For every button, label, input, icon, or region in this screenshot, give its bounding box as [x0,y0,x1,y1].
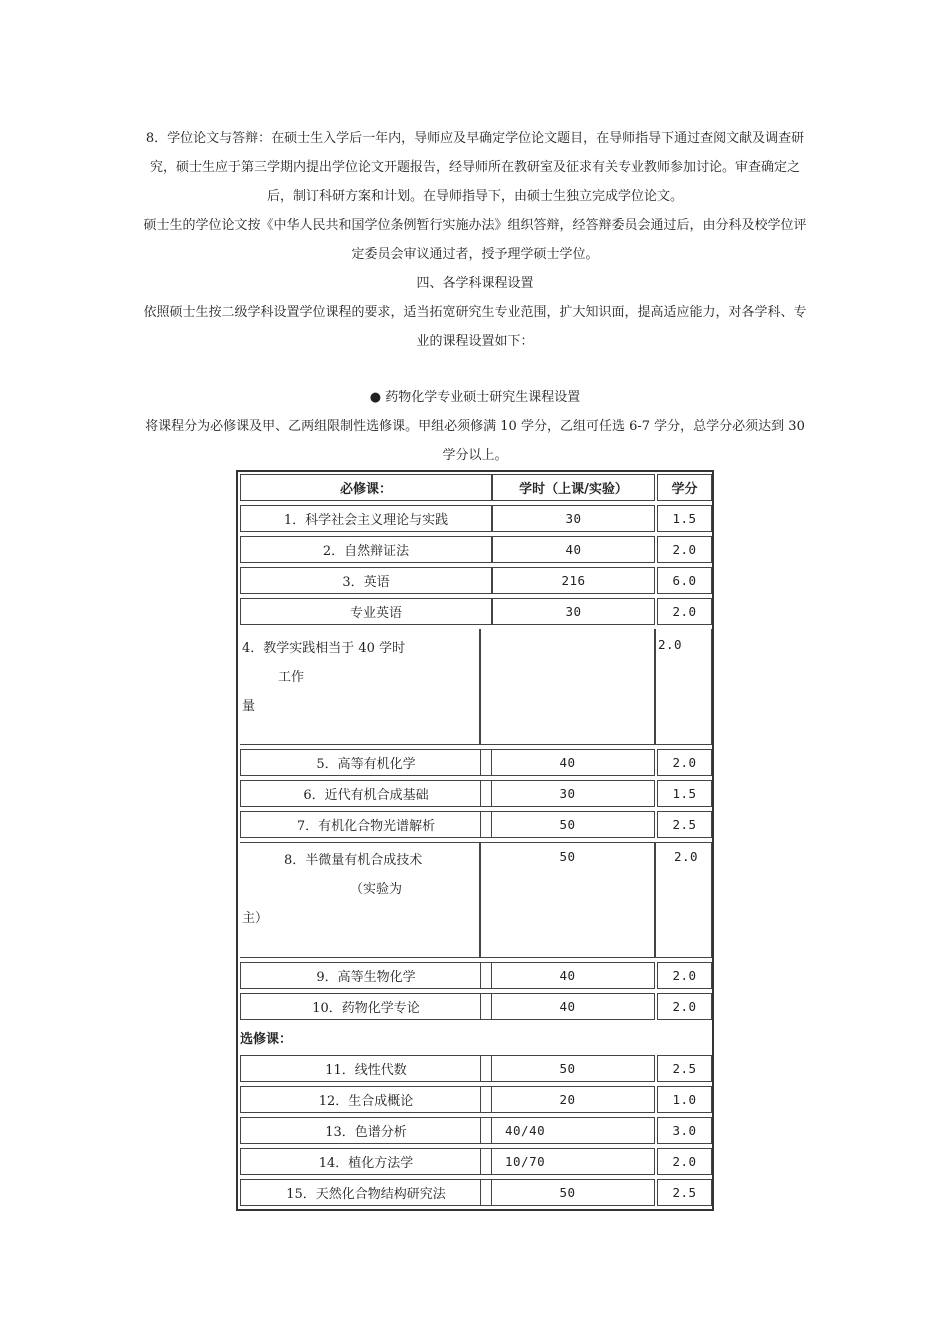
hours-cell: 30 [492,505,655,532]
course-line: （实验为 [350,882,403,897]
table-row [238,960,712,991]
table-row [238,747,712,778]
header-hours: 学时（上课/实验） [492,474,655,501]
credit-cell: 3.0 [657,1117,712,1144]
credit-cell: 2.5 [657,811,712,838]
table-row [238,840,712,960]
course-cell: 15．天然化合物结构研究法 [240,1179,492,1206]
course-cell [240,842,480,958]
table-header-row [238,472,712,503]
course-cell: 13．色谱分析 [240,1117,492,1144]
course-cell: 6．近代有机合成基础 [240,780,492,807]
paragraph-credit-rules: 将课程分为必修课及甲、乙两组限制性选修课。甲组必须修满 10 学分，乙组可任选 6-7 学分，总学分必须达到 30 学分以上。 [145,419,805,463]
header-credit: 学分 [657,474,712,501]
credit-cell: 2.0 [657,749,712,776]
table-row [238,565,712,596]
credit-cell: 2.0 [657,536,712,563]
course-cell: 1．科学社会主义理论与实践 [240,505,492,532]
credit-cell: 1.5 [657,780,712,807]
table-row [238,991,712,1022]
table-row [238,627,712,747]
table-row [238,1146,712,1177]
course-cell: 9．高等生物化学 [240,962,492,989]
hours-cell: 40/40 [480,1117,655,1144]
elective-label: 选修课： [240,1032,293,1047]
course-cell: 2．自然辩证法 [240,536,492,563]
hours-cell: 50 [480,1179,655,1206]
hours-cell: 216 [492,567,655,594]
credit-cell: 2.0 [657,962,712,989]
paragraph-defense: 硕士生的学位论文按《中华人民共和国学位条例暂行实施办法》组织答辩，经答辩委员会通过后，由分科及校学位评定委员会审议通过者，授予理学硕士学位。 [143,218,807,262]
credit-cell: 2.5 [657,1055,712,1082]
table-row [238,1115,712,1146]
credit-cell: 2.0 [657,1148,712,1175]
course-cell: 专业英语 [240,598,492,625]
credit-cell: 2.0 [655,629,712,745]
hours-cell: 20 [480,1086,655,1113]
course-cell: 5．高等有机化学 [240,749,492,776]
course-cell: 10．药物化学专论 [240,993,492,1020]
credit-cell: 2.0 [657,598,712,625]
hours-cell: 40 [480,749,655,776]
elective-label-row [238,1022,712,1053]
course-table [236,470,714,1211]
table-row [238,1084,712,1115]
hours-cell: 40 [480,993,655,1020]
table-row [238,596,712,627]
course-line: 8．半微量有机合成技术 [284,853,423,868]
hours-cell [480,629,655,745]
credit-cell: 2.0 [655,842,712,958]
paragraph-courses-intro: 依照硕士生按二级学科设置学位课程的要求，适当拓宽研究生专业范围，扩大知识面，提高适应能力，对各学科、专业的课程设置如下： [143,305,807,349]
course-cell: 11．线性代数 [240,1055,492,1082]
credit-cell: 2.0 [657,993,712,1020]
course-cell: 14．植化方法学 [240,1148,492,1175]
table-row [238,778,712,809]
table-row [238,534,712,565]
bullet-heading: ● 药物化学专业硕士研究生课程设置 [369,390,581,405]
section-heading: 四、各学科课程设置 [416,276,534,291]
hours-cell: 30 [492,598,655,625]
course-line: 量 [242,699,256,714]
course-cell: 7．有机化合物光谱解析 [240,811,492,838]
hours-cell: 30 [480,780,655,807]
credit-cell: 1.0 [657,1086,712,1113]
course-cell [240,629,480,745]
course-cell: 12．生合成概论 [240,1086,492,1113]
course-line: 主） [242,911,269,926]
hours-cell: 10/70 [480,1148,655,1175]
header-required: 必修课： [240,474,492,501]
hours-cell: 50 [480,811,655,838]
paragraph-thesis: 8．学位论文与答辩：在硕士生入学后一年内，导师应及早确定学位论文题目，在导师指导下通过查阅文献及调查研究，硕士生应于第三学期内提出学位论文开题报告，经导师所在教研室及征求有关专业教师参加讨论。审查确定之后，制订科研方案和计划。在导师指导下，由硕士生独立完成学位论文。 [145,131,805,204]
table-row [238,1177,712,1208]
table-row [238,503,712,534]
course-line: 工作 [278,670,305,685]
hours-cell: 50 [480,1055,655,1082]
hours-cell: 50 [480,842,655,958]
hours-cell: 40 [480,962,655,989]
credit-cell: 2.5 [657,1179,712,1206]
table-row [238,1053,712,1084]
credit-cell: 6.0 [657,567,712,594]
course-cell: 3．英语 [240,567,492,594]
course-line: 4．教学实践相当于 40 学时 [242,641,406,656]
hours-cell: 40 [492,536,655,563]
credit-cell: 1.5 [657,505,712,532]
table-row [238,809,712,840]
